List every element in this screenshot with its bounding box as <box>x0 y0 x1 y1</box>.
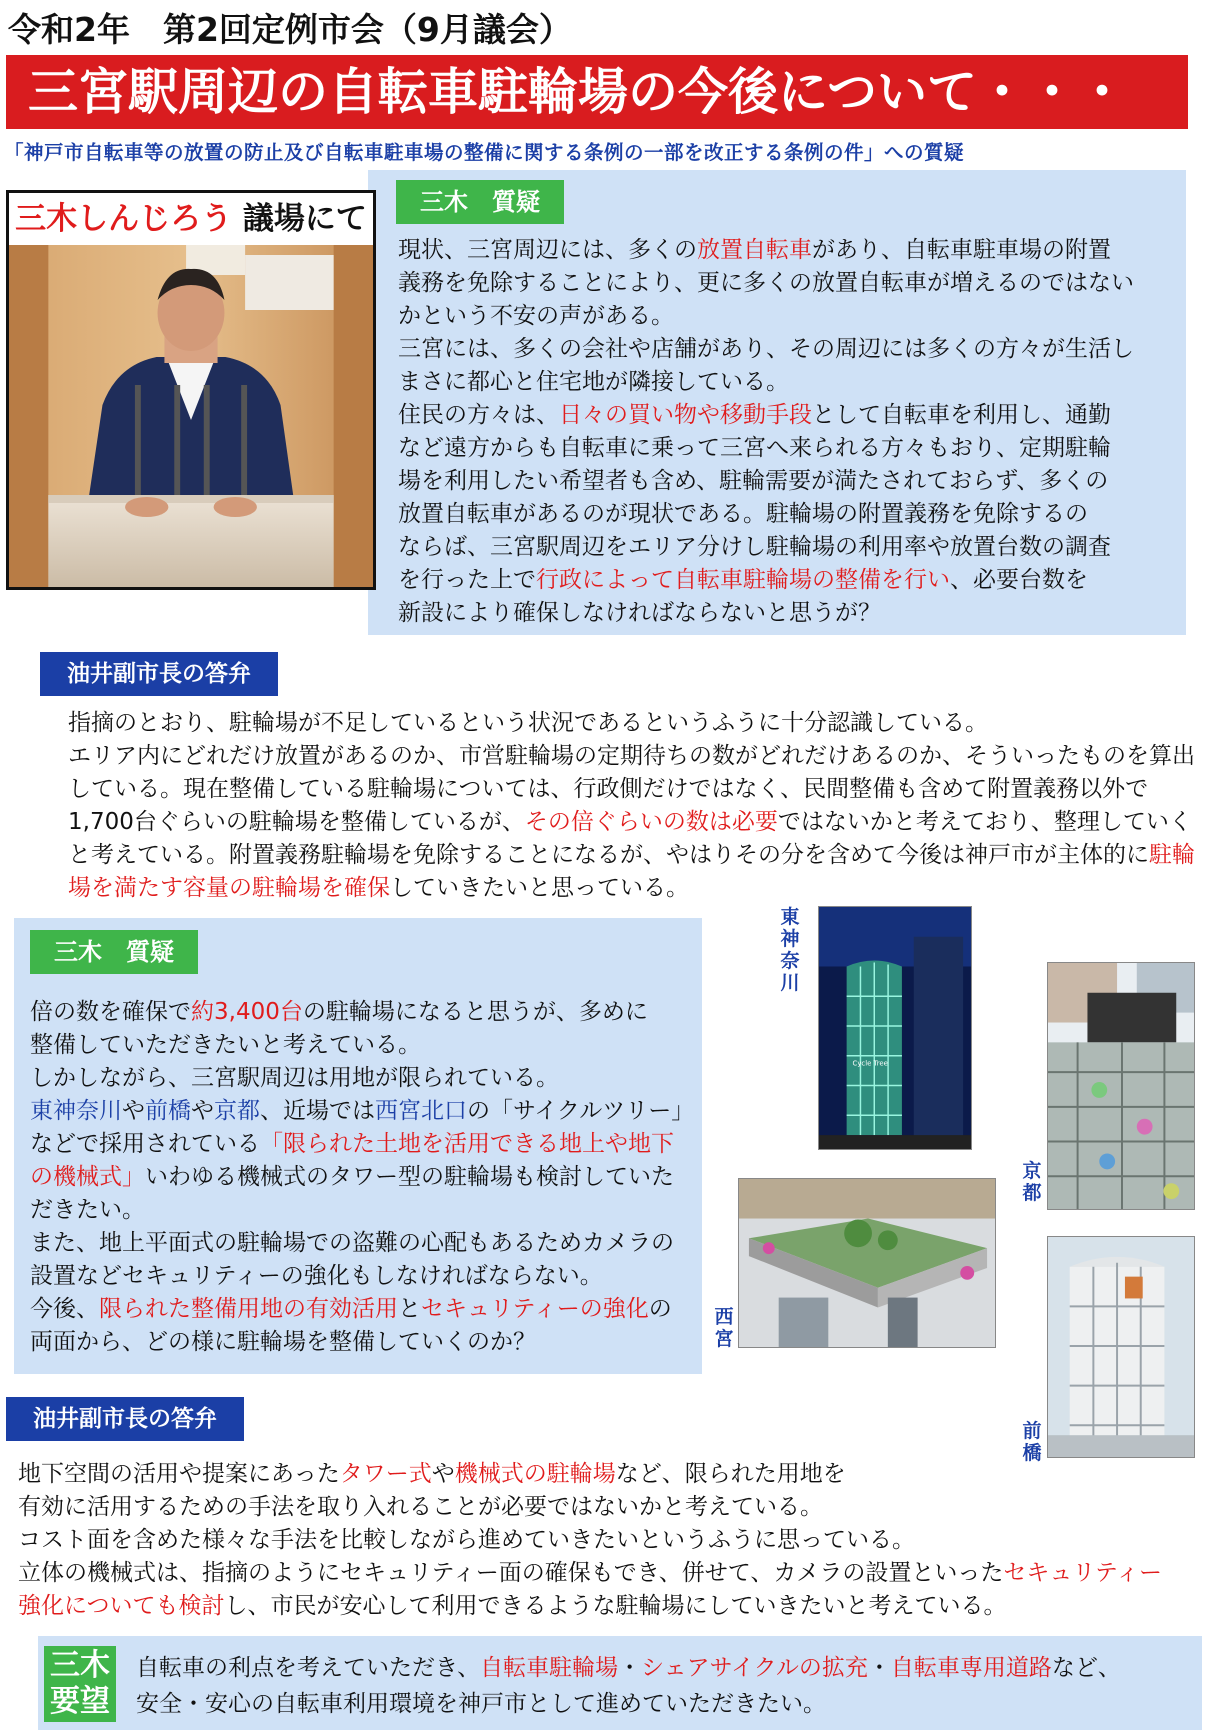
text-segment: 現状、三宮周辺には、多くの <box>398 237 697 263</box>
emphasis-red: 強化についても検討 <box>18 1593 225 1619</box>
text-segment: 場を利用したい希望者も含め、駐輪需要が満たされておらず、多くの <box>398 468 1109 494</box>
request-text <box>136 1650 1196 1722</box>
emphasis-red: 日々の買い物や移動手段 <box>559 402 812 428</box>
text-line <box>398 432 1178 465</box>
text-segment: 地下空間の活用や提案にあった <box>18 1461 340 1487</box>
text-line <box>398 267 1178 300</box>
text-line <box>398 597 1178 630</box>
text-line <box>18 1590 1208 1623</box>
text-line <box>30 1194 700 1227</box>
question1-tag: 三木 質疑 <box>396 180 564 224</box>
text-segment: 三宮には、多くの会社や店舗があり、その周辺には多くの方々が生活し <box>398 336 1134 362</box>
text-line <box>68 707 1208 740</box>
text-line <box>30 1029 700 1062</box>
text-segment: まさに都心と住宅地が隣接している。 <box>398 369 789 395</box>
emphasis-red: 放置自転車 <box>697 237 812 263</box>
photo-kyoto-tower <box>1047 962 1195 1210</box>
text-segment: 義務を免除することにより、更に多くの放置自転車が増えるのではない <box>398 270 1134 296</box>
text-segment: 、近場では <box>260 1098 375 1124</box>
answer2-tag: 油井副市長の答弁 <box>6 1397 244 1441</box>
text-segment: の「サイクルツリー」 <box>467 1098 695 1124</box>
text-line <box>68 773 1208 806</box>
text-line <box>18 1557 1208 1590</box>
text-segment: と <box>398 1296 421 1322</box>
text-line <box>30 1062 700 1095</box>
text-segment: 1,700台ぐらいの駐輪場を整備しているが、 <box>68 809 525 835</box>
text-segment: ではないかと考えており、整理していく <box>777 809 1192 835</box>
text-line <box>398 498 1178 531</box>
label-nishinomiya <box>712 1306 736 1350</box>
vertical-char: 東 <box>780 906 800 928</box>
text-segment: や <box>431 1461 455 1487</box>
vertical-char: 奈 <box>780 950 800 972</box>
text-segment: いわゆる機械式のタワー型の駐輪場も検討していた <box>145 1164 674 1190</box>
vertical-char: 川 <box>780 972 800 994</box>
photo-higashikanagawa-tower <box>818 906 972 1150</box>
emphasis-red: 行政によって自転車駐輪場の整備を行い <box>536 567 950 593</box>
vertical-char: 都 <box>1022 1182 1042 1204</box>
assembly-photo-image <box>9 245 373 590</box>
emphasis-red: セキュリティー <box>1003 1560 1163 1586</box>
text-segment: の駐輪場になると思うが、多めに <box>302 999 648 1025</box>
photo-caption: 議場にて <box>232 201 367 237</box>
answer1-text <box>68 707 1208 905</box>
text-line <box>68 872 1208 905</box>
text-segment: 設置などセキュリティーの強化もしなければならない。 <box>30 1263 603 1289</box>
text-segment: 両面から、どの様に駐輪場を整備していくのか？ <box>30 1329 536 1355</box>
text-line <box>136 1686 1196 1722</box>
text-segment: だきたい。 <box>30 1197 145 1223</box>
emphasis-red: の機械式」 <box>30 1164 145 1190</box>
text-segment: や <box>122 1098 145 1124</box>
text-segment: し、市民が安心して利用できるような駐輪場にしていきたいと考えている。 <box>224 1593 1007 1619</box>
text-segment: の <box>648 1296 672 1322</box>
emphasis-red: 自転車専用道路 <box>890 1655 1052 1681</box>
text-segment: ならば、三宮駅周辺をエリア分けし駐輪場の利用率や放置台数の調査 <box>398 534 1111 560</box>
speaker-photo <box>6 190 376 590</box>
emphasis-red: 自転車駐輪場 <box>480 1655 619 1681</box>
question1-text <box>398 234 1178 630</box>
text-line <box>136 1650 1196 1686</box>
emphasis-red: 限られた整備用地の有効活用 <box>99 1296 398 1322</box>
text-segment: 整備していただきたいと考えている。 <box>30 1032 421 1058</box>
emphasis-blue: 前橋 <box>145 1098 191 1124</box>
emphasis-blue: 東神奈川 <box>30 1098 122 1124</box>
text-segment: など、 <box>1051 1655 1121 1681</box>
text-segment: エリア内にどれだけ放置があるのか、市営駐輪場の定期待ちの数がどれだけあるのか、そういったものを算出 <box>68 743 1195 769</box>
text-segment: など遠方からも自転車に乗って三宮へ来られる方々もおり、定期駐輪 <box>398 435 1111 461</box>
vertical-char: 京 <box>1022 1160 1042 1182</box>
speaker-name: 三木しんじろう <box>15 201 233 237</box>
text-line <box>398 366 1178 399</box>
emphasis-red: 駐輪 <box>1149 842 1195 868</box>
text-segment: など、限られた用地を <box>615 1461 846 1487</box>
text-segment: があり、自転車駐車場の附置 <box>812 237 1111 263</box>
text-segment: として自転車を利用し、通勤 <box>812 402 1111 428</box>
emphasis-red: 機械式の駐輪場 <box>454 1461 616 1487</box>
text-line <box>68 806 1208 839</box>
text-line <box>30 1260 700 1293</box>
text-segment: コスト面を含めた様々な手法を比較しながら進めていきたいというふうに思っている。 <box>18 1527 915 1553</box>
vertical-char: 宮 <box>714 1328 734 1350</box>
vertical-char: 前 <box>1022 1420 1042 1442</box>
request-badge-top: 三木 <box>50 1648 110 1683</box>
text-line <box>398 333 1178 366</box>
text-segment: 新設により確保しなければならないと思うが？ <box>398 600 881 626</box>
photo-nishinomiya-underground <box>738 1178 996 1348</box>
text-segment: 立体の機械式は、指摘のようにセキュリティー面の確保もでき、併せて、カメラの設置といった <box>18 1560 1004 1586</box>
text-line <box>30 1326 700 1359</box>
text-segment: しかしながら、三宮駅周辺は用地が限られている。 <box>30 1065 559 1091</box>
page-header: 令和2年 第2回定例市会（9月議会） <box>8 10 572 49</box>
text-line <box>398 465 1178 498</box>
text-line <box>18 1491 1208 1524</box>
text-segment: していきたいと思っている。 <box>390 875 689 901</box>
text-segment: 今後、 <box>30 1296 99 1322</box>
emphasis-red: シェアサイクルの拡充 <box>641 1655 868 1681</box>
vertical-char: 橋 <box>1022 1442 1042 1464</box>
text-segment: を行った上で <box>398 567 536 593</box>
text-segment: や <box>191 1098 214 1124</box>
vertical-char: 神 <box>780 928 800 950</box>
request-badge-bottom: 要望 <box>50 1684 110 1719</box>
emphasis-red: 場を満たす容量の駐輪場を確保 <box>68 875 390 901</box>
text-line <box>18 1458 1208 1491</box>
text-line <box>398 300 1178 333</box>
photo-label <box>9 193 373 245</box>
text-line <box>30 1128 700 1161</box>
text-line <box>30 996 700 1029</box>
text-segment: 倍の数を確保で <box>30 999 191 1025</box>
photo-signage: Cycle Tree <box>852 1059 888 1068</box>
text-segment: 自転車の利点を考えていただき、 <box>136 1655 481 1681</box>
answer2-text <box>18 1458 1208 1623</box>
answer1-tag: 油井副市長の答弁 <box>40 652 278 696</box>
text-segment: 、必要台数を <box>950 567 1088 593</box>
text-segment: 住民の方々は、 <box>398 402 559 428</box>
text-line <box>398 234 1178 267</box>
text-line <box>30 1161 700 1194</box>
text-line <box>398 564 1178 597</box>
text-segment: 安全・安心の自転車利用環境を神戸市として進めていただきたい。 <box>136 1691 826 1717</box>
text-line <box>30 1293 700 1326</box>
emphasis-red: セキュリティーの強化 <box>421 1296 649 1322</box>
label-kyoto <box>1020 1160 1044 1204</box>
text-line <box>68 740 1208 773</box>
request-badge <box>44 1646 116 1722</box>
text-segment: などで採用されている <box>30 1131 260 1157</box>
text-segment: 放置自転車があるのが現状である。駐輪場の附置義務を免除するの <box>398 501 1088 527</box>
vertical-char: 西 <box>714 1306 734 1328</box>
emphasis-red: 約3,400台 <box>191 999 303 1025</box>
text-line <box>398 399 1178 432</box>
text-segment: また、地上平面式の駐輪場での盗難の心配もあるためカメラの <box>30 1230 674 1256</box>
text-line <box>30 1095 700 1128</box>
photo-maebashi-tower <box>1047 1236 1195 1458</box>
subtitle: 「神戸市自転車等の放置の防止及び自転車駐車場の整備に関する条例の一部を改正する条例の件」への質疑 <box>4 141 965 164</box>
text-segment: 指摘のとおり、駐輪場が不足しているという状況であるというふうに十分認識している。 <box>68 710 988 736</box>
text-line <box>30 1227 700 1260</box>
emphasis-red: 「限られた土地を活用できる地上や地下 <box>260 1131 674 1157</box>
text-segment: している。現在整備している駐輪場については、行政側だけではなく、民間整備も含めて附置義務以外で <box>68 776 1149 802</box>
text-line <box>398 531 1178 564</box>
text-segment: かという不安の声がある。 <box>398 303 674 329</box>
emphasis-red: その倍ぐらいの数は必要 <box>524 809 778 835</box>
emphasis-blue: 京都 <box>214 1098 260 1124</box>
label-higashikanagawa <box>778 906 802 994</box>
emphasis-blue: 西宮北口 <box>375 1098 467 1124</box>
text-segment: と考えている。附置義務駐輪場を免除することになるが、やはりその分を含めて今後は神戸市が主体的に <box>68 842 1149 868</box>
text-segment: ・ <box>867 1655 891 1681</box>
title-banner: 三宮駅周辺の自転車駐輪場の今後について・・・ <box>6 55 1188 129</box>
text-line <box>18 1524 1208 1557</box>
question2-text <box>30 996 700 1359</box>
text-segment: ・ <box>618 1655 642 1681</box>
emphasis-red: タワー式 <box>339 1461 432 1487</box>
text-line <box>68 839 1208 872</box>
question2-tag: 三木 質疑 <box>30 930 198 974</box>
text-segment: 有効に活用するための手法を取り入れることが必要ではないかと考えている。 <box>18 1494 823 1520</box>
